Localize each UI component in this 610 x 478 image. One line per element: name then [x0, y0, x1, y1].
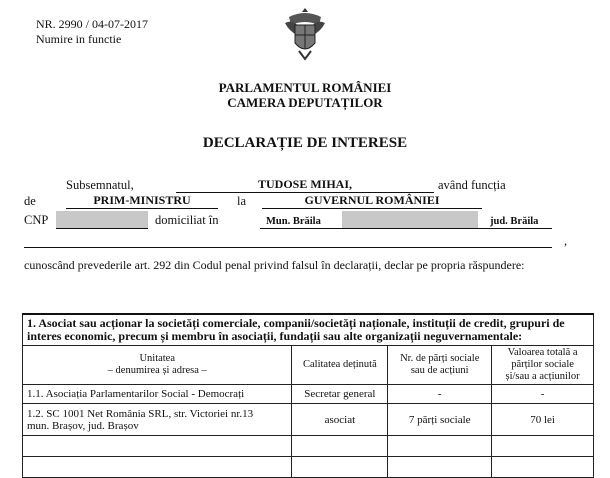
label-function: având funcția: [438, 178, 506, 192]
column-header-role: Calitatea deținută: [292, 346, 388, 385]
institution-line2: CAMERA DEPUTAȚILOR: [227, 95, 383, 110]
cell-role: [292, 457, 388, 478]
registration-number: NR. 2990 / 04-07-2017: [36, 17, 148, 31]
cell-value: [492, 457, 594, 478]
institution-line1: PARLAMENTUL ROMÂNIEI: [218, 80, 392, 95]
cell-unit: [23, 457, 292, 478]
address-end-mark: ,: [564, 234, 568, 248]
table-row: [23, 436, 594, 457]
cell-shares: [388, 436, 492, 457]
cell-shares: 7 părți sociale: [388, 404, 492, 436]
cell-value: -: [492, 385, 594, 404]
cell-shares: [388, 457, 492, 478]
address-county: jud. Brăila: [490, 216, 539, 227]
redacted-address: [342, 211, 478, 228]
label-la: la: [237, 194, 247, 208]
cell-shares: -: [388, 385, 492, 404]
declaration-statement: cunoscând prevederile art. 292 din Codul penal privind falsul în declarații, declar pe propria răspundere:: [24, 258, 525, 272]
column-header-shares: Nr. de părți sociale sau de acțiuni: [388, 346, 492, 385]
declarant-institution: GUVERNUL ROMÂNIEI: [304, 193, 440, 207]
interests-table: [22, 313, 594, 478]
column-header-unit: Unitatea – denumirea și adresa –: [23, 346, 292, 385]
institution-underline: [262, 208, 482, 209]
redacted-cnp: [56, 211, 148, 228]
cell-unit: 1.2. SC 1001 Net România SRL, str. Victoriei nr.13 mun. Brașov, jud. Brașov: [23, 404, 292, 436]
cell-value: 70 lei: [492, 404, 594, 436]
registration-status: Numire in functie: [36, 32, 122, 46]
address-city: Mun. Brăila: [266, 216, 321, 227]
cell-role: [292, 436, 388, 457]
cell-unit: [23, 436, 292, 457]
cnp-underline: [56, 228, 148, 229]
table-header-row: [23, 346, 594, 385]
table-row: [23, 404, 594, 436]
romanian-coat-of-arms-icon: [279, 5, 331, 61]
address-underline: [260, 228, 552, 229]
address-continuation-underline: [24, 247, 552, 248]
cell-role: asociat: [292, 404, 388, 436]
table-row: [23, 385, 594, 404]
column-header-value: Valoarea totală a părților sociale și/sau a acțiunilor: [492, 346, 594, 385]
declarant-name: TUDOSE MIHAI,: [257, 177, 352, 191]
document-title: DECLARAȚIE DE INTERESE: [202, 135, 408, 151]
label-cnp: CNP: [24, 213, 49, 227]
function-underline: [66, 208, 218, 209]
section-title: 1. Asociat sau acționar la societăți comerciale, companii/societăți naționale, instituții de credit, grupuri de interes economic, precum și membru în asociații, fundații sau alte organizații neguvernamentale:: [23, 314, 594, 346]
label-de: de: [24, 194, 36, 208]
table-row: [23, 457, 594, 478]
declarant-function: PRIM-MINISTRU: [93, 193, 191, 207]
label-domiciliu: domiciliat în: [155, 213, 219, 227]
cell-role: Secretar general: [292, 385, 388, 404]
label-subsemnatul: Subsemnatul,: [66, 178, 134, 192]
cell-value: [492, 436, 594, 457]
cell-unit: 1.1. Asociația Parlamentarilor Social - Democrați: [23, 385, 292, 404]
